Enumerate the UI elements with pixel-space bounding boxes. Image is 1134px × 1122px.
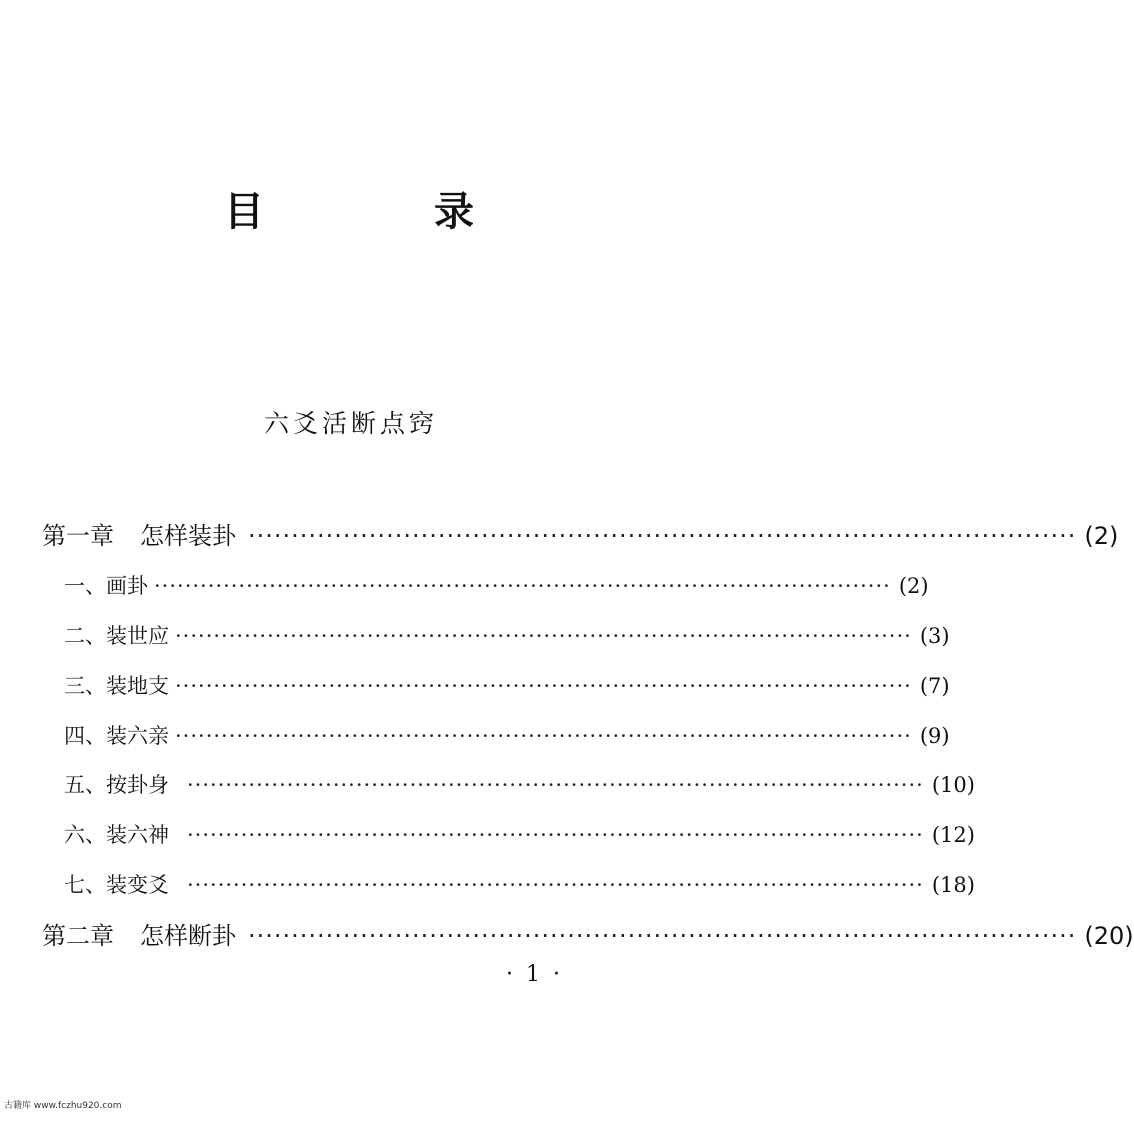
toc-number: 第一章 — [42, 522, 114, 550]
toc-leader-dots: ································································································ — [175, 724, 912, 748]
toc-chapter-2[interactable] — [42, 918, 1134, 954]
toc-section-1[interactable] — [64, 570, 929, 602]
toc-number: 第二章 — [42, 922, 114, 950]
toc-leader-dots: ································································································ — [154, 574, 891, 598]
toc-number: 七、 — [64, 873, 106, 897]
toc-number: 五、 — [64, 773, 106, 797]
toc-label: 装六神 — [106, 823, 169, 847]
toc-page-ref: (18) — [931, 873, 975, 897]
toc-leader-dots: ································································································ — [187, 773, 924, 797]
book-title: 六爻活断点窍 — [263, 409, 438, 438]
toc-label: 装变爻 — [106, 873, 169, 897]
toc-label: 装世应 — [106, 624, 169, 648]
toc-leader-dots: ································································································ — [175, 674, 912, 698]
page-number: · 1 · — [506, 962, 563, 987]
page-title: 目 录 — [224, 189, 552, 235]
toc-leader-dots: ································································································ — [248, 922, 1077, 950]
toc-page-ref: (7) — [919, 674, 950, 698]
toc-number: 二、 — [64, 624, 106, 648]
toc-section-7[interactable] — [64, 869, 975, 901]
toc-leader-dots: ································································································ — [248, 522, 1077, 550]
toc-page-ref: (3) — [919, 624, 950, 648]
toc-leader-dots: ································································································ — [187, 823, 924, 847]
toc-page-ref: (20) — [1084, 922, 1134, 950]
watermark: 古籍库 www.fczhu920.com — [4, 1101, 122, 1111]
toc-label: 装六亲 — [106, 724, 169, 748]
toc-number: 六、 — [64, 823, 106, 847]
toc-section-6[interactable] — [64, 819, 975, 851]
toc-section-4[interactable] — [64, 720, 950, 752]
toc-number: 四、 — [64, 724, 106, 748]
toc-section-3[interactable] — [64, 670, 950, 702]
toc-leader-dots: ································································································ — [187, 873, 924, 897]
toc-label: 画卦 — [106, 574, 148, 598]
toc-number: 一、 — [64, 574, 106, 598]
toc-page-ref: (12) — [931, 823, 975, 847]
toc-page-ref: (2) — [1084, 522, 1119, 550]
toc-page-ref: (2) — [898, 574, 929, 598]
toc-page-ref: (9) — [919, 724, 950, 748]
toc-section-2[interactable] — [64, 620, 950, 652]
toc-label: 按卦身 — [106, 773, 169, 797]
toc-label: 怎样装卦 — [140, 522, 236, 550]
toc-page-ref: (10) — [931, 773, 975, 797]
toc-chapter-1[interactable] — [42, 518, 1119, 554]
toc-label: 装地支 — [106, 674, 169, 698]
toc-section-5[interactable] — [64, 769, 975, 801]
toc-leader-dots: ································································································ — [175, 624, 912, 648]
toc-label: 怎样断卦 — [140, 922, 236, 950]
toc-number: 三、 — [64, 674, 106, 698]
